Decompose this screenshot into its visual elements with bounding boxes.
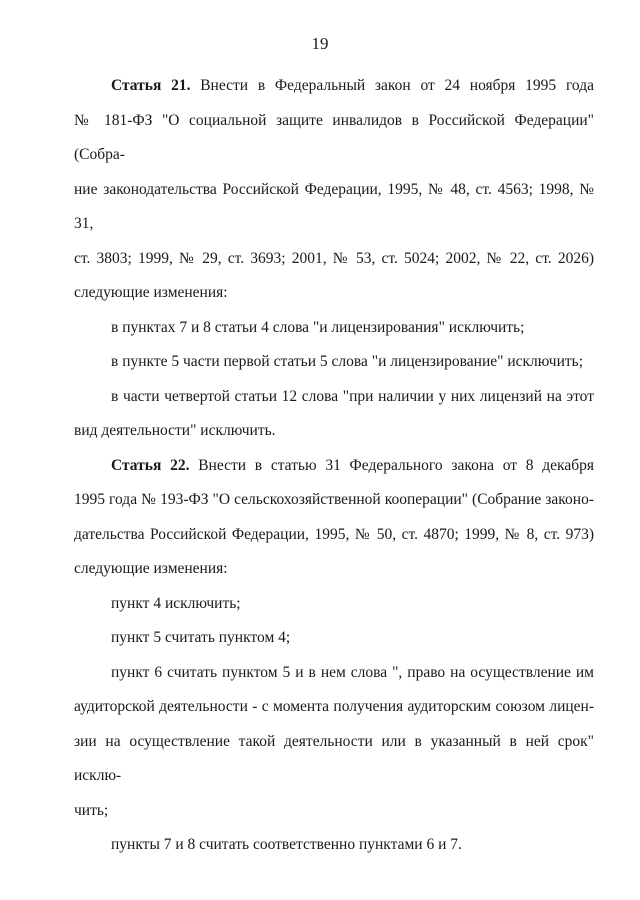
- article-21-line-2: № 181-ФЗ "О социальной защите инвалидов в Российской Федерации" (Собра-: [74, 111, 594, 163]
- article-22-text: Внести в статью 31 Федерального закона от 8 декабря: [189, 456, 594, 474]
- article-22-item-3-line-4: чить;: [74, 801, 109, 819]
- page-number: 19: [311, 34, 329, 53]
- article-22-line-2: 1995 года № 193-ФЗ "О сельскохозяйственной кооперации" (Собрание законо-: [74, 491, 594, 508]
- article-22-label: Статья 22.: [111, 456, 190, 474]
- article-22-item-3-line-1: пункт 6 считать пунктом 5 и в нем слова ", право на осуществление им: [111, 663, 594, 681]
- article-21-item-3-line-2: вид деятельности" исключить.: [74, 422, 276, 439]
- article-22-item-1: пункт 4 исключить;: [111, 594, 241, 612]
- article-22-item-2: пункт 5 считать пунктом 4;: [111, 629, 291, 646]
- article-21-item-2: в пункте 5 части первой статьи 5 слова "и лицензирование" исключить;: [111, 353, 584, 370]
- article-22-line-4: следующие изменения:: [74, 560, 228, 577]
- article-22-line-1: [74, 449, 594, 484]
- article-21-line-5: следующие изменения:: [74, 284, 228, 301]
- article-22-line-3: дательства Российской Федерации, 1995, № 50, ст. 4870; 1999, № 8, ст. 973): [74, 525, 594, 543]
- article-21-label: Статья 21.: [111, 77, 191, 94]
- article-22-item-3-line-2: аудиторской деятельности - с момента получения аудиторским союзом лицен-: [74, 698, 594, 715]
- article-22-item-4: пункты 7 и 8 считать соответственно пунктами 6 и 7.: [111, 836, 462, 853]
- article-21-text: Внести в Федеральный закон от 24 ноября 1995 года: [190, 77, 594, 94]
- article-21-item-3-line-1: в части четвертой статьи 12 слова "при наличии у них лицензий на этот: [111, 387, 594, 405]
- article-21-line-1: [74, 69, 594, 104]
- article-21-item-1: в пунктах 7 и 8 статьи 4 слова "и лицензирования" исключить;: [111, 318, 525, 336]
- article-21-line-4: ст. 3803; 1999, № 29, ст. 3693; 2001, № 53, ст. 5024; 2002, № 22, ст. 2026): [74, 249, 594, 267]
- article-22-item-3-line-3: зии на осуществление такой деятельности или в указанный в ней срок" исклю-: [74, 732, 594, 784]
- document-body: [74, 69, 594, 863]
- article-21-line-3: ние законодательства Российской Федерации, 1995, № 48, ст. 4563; 1998, № 31,: [74, 180, 594, 232]
